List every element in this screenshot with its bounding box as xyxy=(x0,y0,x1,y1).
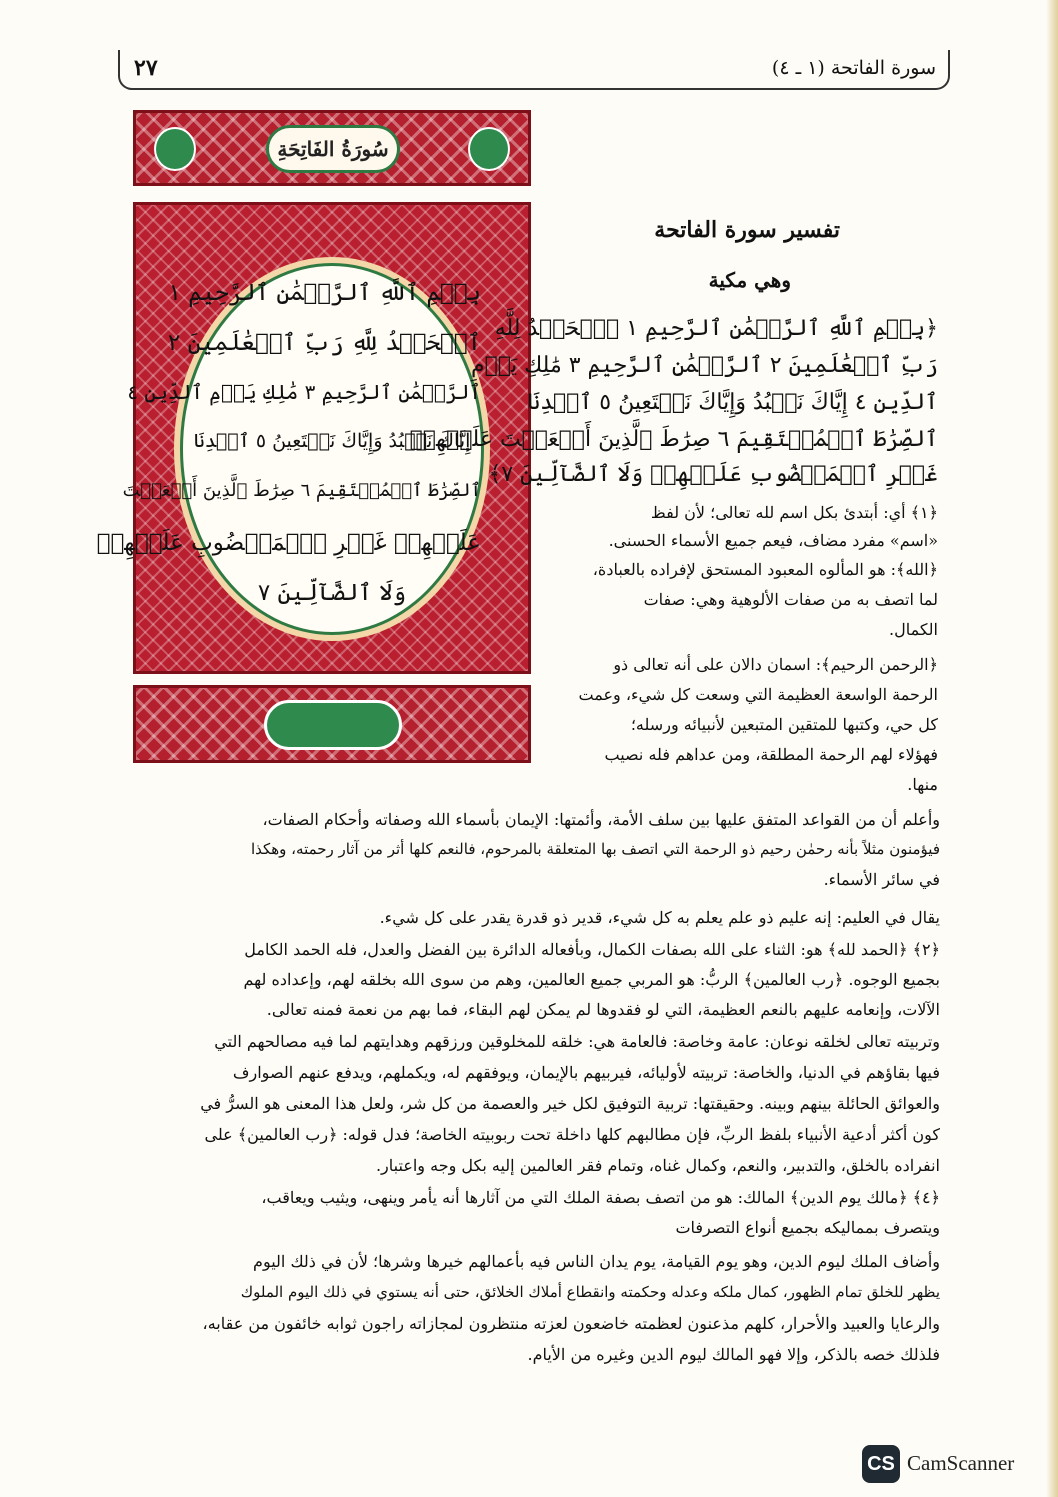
body-line: لما اتصف به من صفات الألوهية وهي: صفات xyxy=(643,590,938,609)
body-line: يقال في العليم: إنه عليم ذو علم يعلم به كل شيء، قدير ذو قدرة يقدر على كل شيء. xyxy=(379,908,940,927)
body-line: ويتصرف بمماليكه بجميع أنواع التصرفات xyxy=(675,1218,940,1237)
body-line: الآلات، وإنعامه عليهم بالنعم العظيمة، التي لو فقدوها لم يمكن لهم البقاء، فما بهم من نعمة فمنه تعالى. xyxy=(266,1000,940,1019)
body-line: فيؤمنون مثلاً بأنه رحمٰن رحيم ذو الرحمة التي اتصف بها المتعلقة بالمرحوم، فالنعم كلها أثر من آثار رحمته، وهكذا xyxy=(250,840,940,858)
banner-title: سُورَةُ الفَاتِحَةِ xyxy=(277,137,389,161)
ornament-medallion-icon xyxy=(468,127,510,171)
banner-cartouche xyxy=(266,125,400,173)
verse-line: ٱلصِّرَٰطَ ٱلۡمُسۡتَقِيمَ ٦ صِرَٰطَ ٱلَّذِينَ أَنۡعَمۡتَ عَلَيۡهِمۡ xyxy=(409,427,938,452)
verse-line: ٱلدِّينِ ٤ إِيَّاكَ نَعۡبُدُ وَإِيَّاكَ نَسۡتَعِينُ ٥ ٱهۡدِنَا xyxy=(527,390,938,415)
verse-line: غَيۡرِ ٱلۡمَغۡضُوبِ عَلَيۡهِمۡ وَلَا ٱلضَّآلِّينَ ٧﴾ xyxy=(488,462,938,487)
body-line: ﴿٢﴾ ﴿الحمد لله﴾ هو: الثناء على الله بصفات الكمال، وبأفعاله الدائرة بين الفضل والعدل، فله الحمد الكامل xyxy=(244,940,940,959)
verse-line: ﴿بِسۡمِ ٱللَّهِ ٱلرَّحۡمَٰنِ ٱلرَّحِيمِ ١ ٱلۡحَمۡدُ لِلَّهِ xyxy=(494,316,938,341)
mushaf-line: ٱلۡحَمۡدُ لِلَّهِ رَبِّ ٱلۡعَٰلَمِينَ ٢ xyxy=(167,330,481,356)
camscanner-logo-icon: CS xyxy=(862,1445,900,1483)
body-line: فهؤلاء لهم الرحمة المطلقة، ومن عداهم فله نصيب xyxy=(604,745,938,764)
page-number: ٢٧ xyxy=(134,55,158,81)
camscanner-watermark: CamScanner xyxy=(907,1451,1015,1475)
mushaf-line: بِسۡمِ ٱللَّهِ ٱلرَّحۡمَٰنِ ٱلرَّحِيمِ ١ xyxy=(168,280,481,306)
body-line: فيها بقاؤهم في الدنيا، والخاصة: تربيته لأوليائه، فيربيهم بالإيمان، ويوفقهم له، ويكملهم، ويدفع عنهم الصوارف xyxy=(232,1063,940,1082)
body-line: يظهر للخلق تمام الظهور، كمال ملكه وعدله وحكمته وانقطاع أملاك الخلائق، حتى أنه يستوي في ذلك اليوم الملوك xyxy=(240,1283,940,1301)
mushaf-line: إِيَّاكَ نَعۡبُدُ وَإِيَّاكَ نَسۡتَعِينُ ٥ ٱهۡدِنَا xyxy=(193,430,471,452)
body-line: «اسم» مفرد مضاف، فيعم جميع الأسماء الحسنى. xyxy=(608,531,938,550)
bottom-ornament xyxy=(133,685,531,763)
body-line: ﴿الرحمن الرحيم﴾: اسمان دالان على أنه تعالى ذو xyxy=(613,655,938,674)
body-line: الرحمة الواسعة العظيمة التي وسعت كل شيء، وعمت xyxy=(578,685,938,704)
body-line: وتربيته تعالى لخلقه نوعان: عامة وخاصة: فالعامة هي: خلقه للمخلوقين ورزقهم وهدايتهم لما فيه مصالحهم التي xyxy=(214,1032,940,1051)
body-line: كل حي، وكتبها للمتقين المتبعين لأنبيائه ورسله؛ xyxy=(630,715,938,734)
body-line: ﴿٤﴾ ﴿مالك يوم الدين﴾ المالك: هو من اتصف بصفة الملك التي من آثارها أنه يأمر وينهى، ويثيب ويعاقب، xyxy=(261,1188,940,1207)
body-line: الكمال. xyxy=(889,620,938,639)
header-title: سورة الفاتحة (١ ـ ٤) xyxy=(771,57,936,79)
body-line: وأضاف الملك ليوم الدين، وهو يوم القيامة، يوم يدان الناس فيه بأعمالهم خيرها وشرها؛ لأن في ذلك اليوم xyxy=(253,1252,940,1271)
body-line: ﴿١﴾ أي: أبتدئ بكل اسم لله تعالى؛ لأن لفظ xyxy=(650,503,938,522)
body-line: كون أكثر أدعية الأنبياء بلفظ الربِّ، فإن مطالبهم كلها داخلة تحت ربوبيته الخاصة؛ فدل قوله: ﴿رب العالمين﴾ على xyxy=(204,1125,940,1144)
body-line: بجميع الوجوه. ﴿رب العالمين﴾ الربُّ: هو المربي جميع العالمين، وهم من سوى الله بخلقه لهم، وإعداده لهم xyxy=(243,970,940,989)
page-edge-shadow xyxy=(1046,0,1058,1497)
verse-line: رَبِّ ٱلۡعَٰلَمِينَ ٢ ٱلرَّحۡمَٰنِ ٱلرَّحِيمِ ٣ مَٰلِكِ يَوۡمِ xyxy=(471,353,938,378)
tafsir-subtitle: وهي مكية xyxy=(708,268,791,292)
mushaf-line: ٱلصِّرَٰطَ ٱلۡمُسۡتَقِيمَ ٦ صِرَٰطَ ٱلَّذِينَ أَنۡعَمۡتَ xyxy=(122,480,481,501)
tafsir-title: تفسير سورة الفاتحة xyxy=(654,217,840,243)
ornament-cartouche-icon xyxy=(264,700,402,750)
page-header xyxy=(118,50,950,90)
body-line: والعوائق الحائلة بينهم وبينه. وحقيقتها: تربية التوفيق لكل خير والعصمة من كل شر، ولعل هذا المعنى هو السرُّ في xyxy=(200,1094,940,1113)
surah-title-banner xyxy=(133,110,531,186)
body-line: في سائر الأسماء. xyxy=(823,870,940,889)
mushaf-line: عَلَيۡهِمۡ غَيۡرِ ٱلۡمَغۡضُوبِ عَلَيۡهِمۡ xyxy=(96,530,481,556)
mushaf-line: وَلَا ٱلضَّآلِّينَ ٧ xyxy=(257,580,407,606)
body-line: والرعايا والعبيد والأحرار، كلهم مذعنون لعظمته خاضعون لعزته منتظرون لمجازاته راجون ثوابه خائفون من عقابه، xyxy=(202,1314,940,1333)
body-line: فلذلك خصه بالذكر، وإلا فهو المالك ليوم الدين وغيره من الأيام. xyxy=(527,1345,940,1364)
body-line: ﴿الله﴾: هو المألوه المعبود المستحق لإفراده بالعبادة، xyxy=(592,560,938,579)
body-line: منها. xyxy=(907,775,938,794)
mushaf-line: ٱلرَّحۡمَٰنِ ٱلرَّحِيمِ ٣ مَٰلِكِ يَوۡمِ ٱلدِّينِ ٤ xyxy=(127,380,481,404)
body-line: انفراده بالخلق، والتدبير، والنعم، وكمال غناه، وتمام فقر العالمين إليه بكل وجه واعتبار. xyxy=(375,1156,940,1175)
ornament-medallion-icon xyxy=(154,127,196,171)
body-line: وأعلم أن من القواعد المتفق عليها بين سلف الأمة، وأئمتها: الإيمان بأسماء الله وصفاته وأحكام الصفات، xyxy=(262,810,940,829)
